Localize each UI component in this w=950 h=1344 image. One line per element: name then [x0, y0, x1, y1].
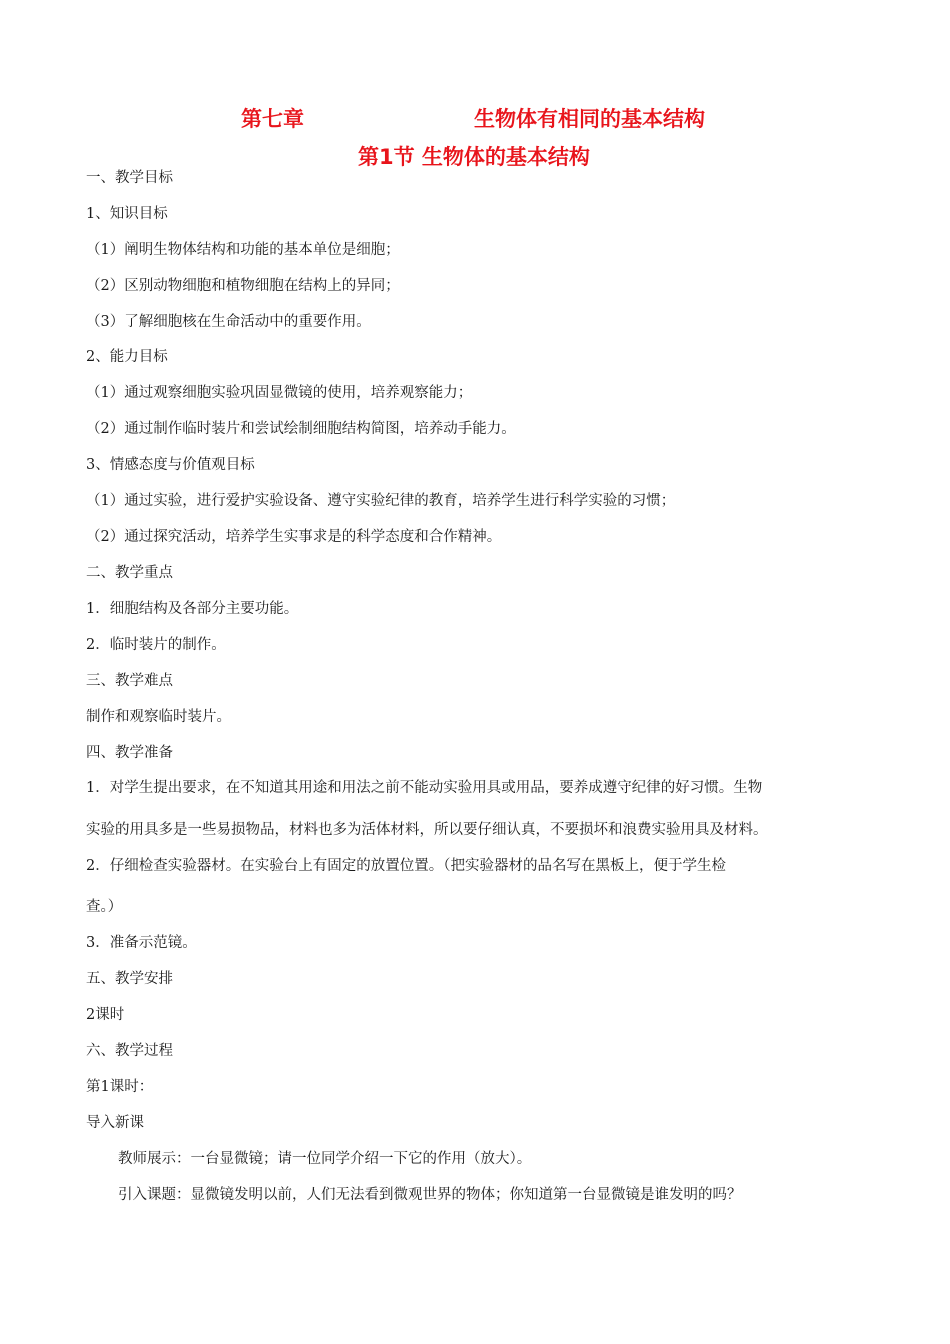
subheading-knowledge-objectives: 1、知识目标: [86, 206, 168, 222]
heading-process: 六、教学过程: [86, 1043, 173, 1059]
section-title: 第1节 生物体的基本结构: [358, 145, 590, 169]
list-item: 1．细胞结构及各部分主要功能。: [86, 601, 299, 617]
heading-teaching-objectives: 一、教学目标: [86, 170, 173, 186]
paragraph: 2课时: [86, 1007, 125, 1023]
subheading-attitude-objectives: 3、情感态度与价值观目标: [86, 457, 255, 473]
chapter-title: 生物体有相同的基本结构: [474, 107, 705, 131]
heading-schedule: 五、教学安排: [86, 971, 173, 987]
paragraph: 查。）: [86, 899, 123, 915]
list-item: （2）区别动物细胞和植物细胞在结构上的异同；: [86, 278, 400, 294]
paragraph: 第1课时：: [86, 1079, 154, 1095]
paragraph: 导入新课: [86, 1115, 144, 1131]
list-item: 2．临时装片的制作。: [86, 637, 226, 653]
paragraph: 引入课题：显微镜发明以前，人们无法看到微观世界的物体；你知道第一台显微镜是谁发明的吗？: [118, 1187, 742, 1203]
paragraph: 1．对学生提出要求，在不知道其用途和用法之前不能动实验用具或用品，要养成遵守纪律的好习惯。生物: [86, 780, 763, 796]
paragraph: 实验的用具多是一些易损物品，材料也多为活体材料，所以要仔细认真，不要损坏和浪费实验用具及材料。: [86, 822, 768, 838]
paragraph: 制作和观察临时装片。: [86, 709, 231, 725]
list-item: （1）通过观察细胞实验巩固显微镜的使用，培养观察能力；: [86, 385, 473, 401]
list-item: 3．准备示范镜。: [86, 935, 197, 951]
paragraph: 2．仔细检查实验器材。在实验台上有固定的放置位置。（把实验器材的品名写在黑板上，便于学生检: [86, 858, 726, 874]
heading-key-points: 二、教学重点: [86, 565, 173, 581]
heading-difficult-points: 三、教学难点: [86, 673, 173, 689]
paragraph: 教师展示：一台显微镜；请一位同学介绍一下它的作用（放大）。: [118, 1151, 532, 1167]
list-item: （2）通过探究活动，培养学生实事求是的科学态度和合作精神。: [86, 529, 502, 545]
list-item: （1）阐明生物体结构和功能的基本单位是细胞；: [86, 242, 400, 258]
subheading-ability-objectives: 2、能力目标: [86, 349, 168, 365]
list-item: （2）通过制作临时装片和尝试绘制细胞结构简图，培养动手能力。: [86, 421, 516, 437]
chapter-label: 第七章: [241, 107, 304, 131]
heading-preparation: 四、教学准备: [86, 745, 173, 761]
list-item: （1）通过实验，进行爱护实验设备、遵守实验纪律的教育，培养学生进行科学实验的习惯；: [86, 493, 676, 509]
list-item: （3）了解细胞核在生命活动中的重要作用。: [86, 314, 371, 330]
